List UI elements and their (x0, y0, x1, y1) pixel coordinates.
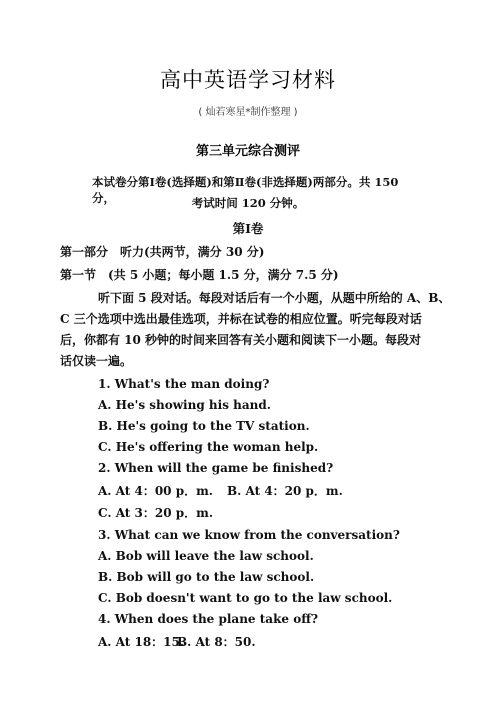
question-option: A. At 4：00 p．m. (98, 484, 213, 498)
question-option: C. At 3：20 p．m. (98, 506, 214, 520)
question-option: B. Bob will go to the law school. (98, 570, 315, 584)
question-option: C. He's offering the woman help. (98, 440, 319, 454)
question-option: C. Bob doesn't want to go to the law school. (98, 591, 393, 605)
question-option: A. At 18：15. (98, 635, 185, 649)
document-title: 高中英语学习材料 (160, 68, 336, 92)
question-stem: 4. When does the plane take off? (98, 612, 319, 626)
question-option: A. Bob will leave the law school. (98, 549, 314, 563)
intro-line-2: 考试时间 120 分钟。 (191, 196, 305, 210)
document-subtitle: ( 灿若寒星*制作整理 ) (198, 107, 298, 118)
instruction-line-4: 话仅读一遍。 (60, 354, 133, 368)
question-stem: 3. What can we know from the conversation? (98, 528, 400, 542)
question-option: A. He's showing his hand. (98, 398, 271, 412)
part-heading: 第一部分 听力(共两节，满分 30 分) (60, 245, 265, 259)
instruction-line-3: 后，你都有 10 秒钟的时间来回答有关小题和阅读下一小题。每段对 (60, 333, 422, 347)
volume-heading: 第Ⅰ卷 (232, 221, 264, 236)
question-option: B. He's going to the TV station. (98, 419, 310, 433)
question-stem: 2. When will the game be finished? (98, 461, 334, 475)
intro-line-1: 本试卷分第Ⅰ卷(选择题)和第Ⅱ卷(非选择题)两部分。共 150 分， (92, 175, 399, 205)
instruction-line-1: 听下面 5 段对话。每段对话后有一个小题，从题中所给的 A、B、 (98, 291, 451, 305)
question-option: B. At 4：20 p．m. (227, 484, 343, 498)
instruction-line-2: C 三个选项中选出最佳选项，并标在试卷的相应位置。听完每段对话 (60, 312, 422, 326)
question-option: B. At 8：50. (177, 635, 256, 649)
unit-title: 第三单元综合测评 (195, 144, 300, 159)
question-stem: 1. What's the man doing? (98, 377, 270, 391)
section-heading: 第一节 (共 5 小题；每小题 1.5 分，满分 7.5 分) (60, 268, 339, 282)
